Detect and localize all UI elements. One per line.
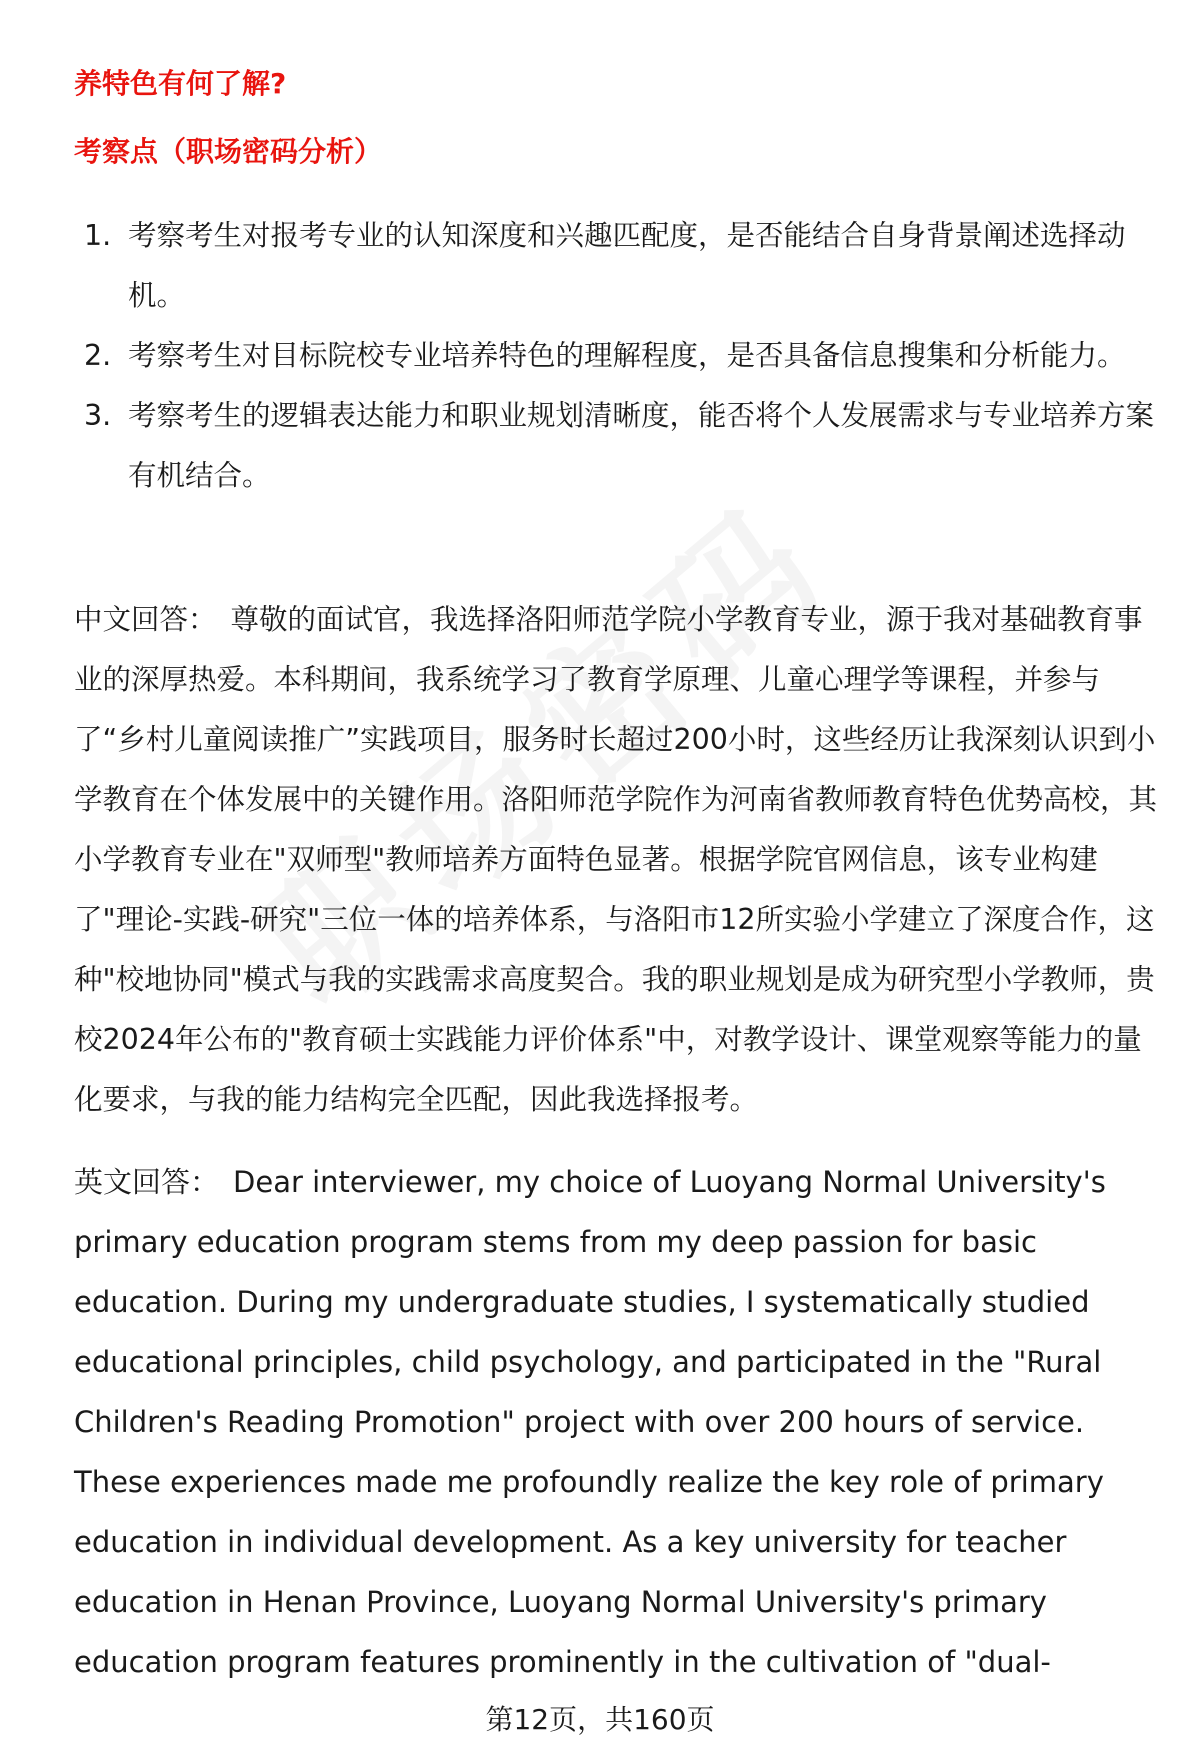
list-item-text: 考察考生对报考专业的认知深度和兴趣匹配度，是否能结合自身背景阐述选择动机。 (128, 219, 1126, 312)
chinese-answer-label: 中文回答： (74, 603, 217, 636)
list-number: 1. (84, 219, 112, 252)
exam-points-list (74, 206, 1164, 506)
list-item (74, 206, 1164, 326)
chinese-answer (74, 590, 1164, 1130)
english-answer-label: 英文回答： (74, 1165, 220, 1199)
list-item (74, 386, 1164, 506)
list-number: 2. (84, 339, 112, 372)
english-answer (74, 1152, 1164, 1692)
page-number-footer: 第12页，共160页 (485, 1703, 715, 1736)
exam-points-heading: 考察点（职场密码分析） (74, 135, 383, 168)
english-answer-text: Dear interviewer, my choice of Luoyang Normal University's primary education program stems from my deep passion for basic education. During my undergraduate studies, I systematically studied educational principles, child psychology, and participated in the "Rural Children's Reading Promotion" project with over 200 hours of service. These experiences made me profoundly realize the key role of primary education in individual development. As a key university for teacher education in Henan Province, Luoyang Normal University's primary education program features prominently in the cultivation of "dual- (74, 1165, 1106, 1679)
list-item (74, 326, 1164, 386)
list-item-text: 考察考生对目标院校专业培养特色的理解程度，是否具备信息搜集和分析能力。 (128, 339, 1126, 372)
chinese-answer-text: 尊敬的面试官，我选择洛阳师范学院小学教育专业，源于我对基础教育事业的深厚热爱。本科期间，我系统学习了教育学原理、儿童心理学等课程，并参与了“乡村儿童阅读推广”实践项目，服务时长超过200小时，这些经历让我深刻认识到小学教育在个体发展中的关键作用。洛阳师范学院作为河南省教师教育特色优势高校，其小学教育专业在"双师型"教师培养方面特色显著。根据学院官网信息，该专业构建了"理论-实践-研究"三位一体的培养体系，与洛阳市12所实验小学建立了深度合作，这种"校地协同"模式与我的实践需求高度契合。我的职业规划是成为研究型小学教师，贵校2024年公布的"教育硕士实践能力评价体系"中，对教学设计、课堂观察等能力的量化要求，与我的能力结构完全匹配，因此我选择报考。 (74, 603, 1158, 1116)
question-heading-tail: 养特色有何了解? (74, 67, 287, 100)
list-number: 3. (84, 399, 112, 432)
list-item-text: 考察考生的逻辑表达能力和职业规划清晰度，能否将个人发展需求与专业培养方案有机结合。 (128, 399, 1155, 492)
